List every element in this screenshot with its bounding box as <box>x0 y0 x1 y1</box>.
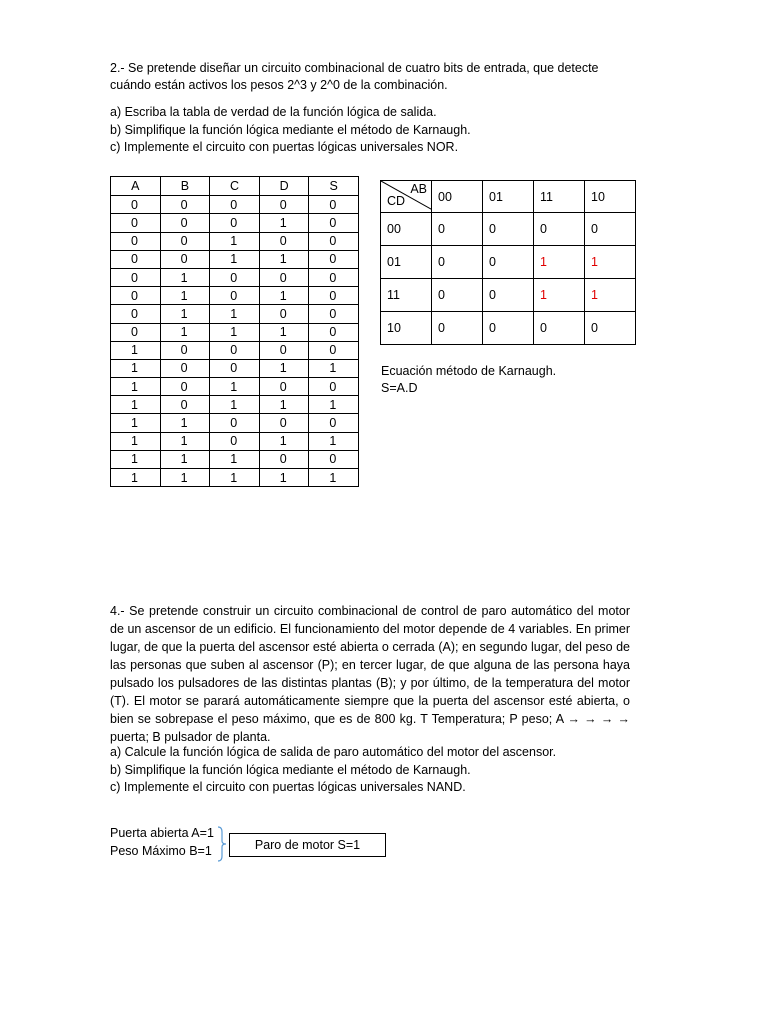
truth-table-cell: 0 <box>259 378 309 396</box>
truth-table-cell: 1 <box>210 232 260 250</box>
problem2-item-b: b) Simplifique la función lógica mediante el método de Karnaugh. <box>110 123 471 137</box>
karnaugh-cell: 0 <box>432 312 483 345</box>
truth-table-cell: 0 <box>160 359 210 377</box>
truth-table-cell: 0 <box>309 268 359 286</box>
truth-table-cell: 1 <box>309 359 359 377</box>
karnaugh-corner-cd: CD <box>387 194 406 208</box>
brace-icon <box>217 826 227 862</box>
truth-table-header-cell: S <box>309 177 359 196</box>
truth-table-cell: 1 <box>111 450 161 468</box>
truth-table-cell: 0 <box>309 214 359 232</box>
karnaugh-row-label: 00 <box>381 213 432 246</box>
truth-table-header-cell: D <box>259 177 309 196</box>
truth-table-cell: 1 <box>111 359 161 377</box>
truth-table-row <box>111 214 359 232</box>
truth-table-cell: 0 <box>210 341 260 359</box>
truth-table-row <box>111 396 359 414</box>
karnaugh-equation: S=A.D <box>381 381 418 395</box>
truth-table-cell: 0 <box>259 232 309 250</box>
truth-table-cell: 0 <box>309 378 359 396</box>
truth-table-cell: 0 <box>160 378 210 396</box>
problem2-item-a: a) Escriba la tabla de verdad de la función lógica de salida. <box>110 105 437 119</box>
truth-table-cell: 1 <box>210 378 260 396</box>
truth-table-header <box>111 177 359 196</box>
truth-table-cell: 1 <box>160 323 210 341</box>
truth-table-cell: 1 <box>210 250 260 268</box>
truth-table-row <box>111 323 359 341</box>
karnaugh-row <box>381 312 636 345</box>
karnaugh-cell-highlight: 1 <box>585 279 636 312</box>
truth-table-cell: 1 <box>111 432 161 450</box>
truth-table-body <box>111 196 359 487</box>
karnaugh-row <box>381 279 636 312</box>
karnaugh-row <box>381 213 636 246</box>
truth-table-cell: 0 <box>111 232 161 250</box>
truth-table-cell: 0 <box>259 305 309 323</box>
karnaugh-col-header: 10 <box>585 181 636 213</box>
truth-table-row <box>111 305 359 323</box>
karnaugh-cell-highlight: 1 <box>534 279 585 312</box>
karnaugh-corner <box>381 181 432 213</box>
truth-table-cell: 0 <box>259 450 309 468</box>
problem4-item-b: b) Simplifique la función lógica mediante el método de Karnaugh. <box>110 763 471 777</box>
karnaugh-cell: 0 <box>534 312 585 345</box>
karnaugh-cell: 0 <box>585 213 636 246</box>
truth-table <box>110 176 359 487</box>
truth-table-cell: 0 <box>309 450 359 468</box>
problem4-item-a: a) Calcule la función lógica de salida de paro automático del motor del ascensor. <box>110 745 557 759</box>
truth-table-cell: 0 <box>210 359 260 377</box>
truth-table-cell: 1 <box>259 214 309 232</box>
truth-table-cell: 1 <box>309 469 359 487</box>
truth-table-cell: 1 <box>309 396 359 414</box>
karnaugh-row-label: 11 <box>381 279 432 312</box>
truth-table-row <box>111 359 359 377</box>
truth-table-cell: 1 <box>309 432 359 450</box>
truth-table-cell: 0 <box>111 305 161 323</box>
truth-table-cell: 1 <box>210 396 260 414</box>
truth-table-cell: 0 <box>210 414 260 432</box>
truth-table-cell: 0 <box>259 341 309 359</box>
karnaugh-col-header: 11 <box>534 181 585 213</box>
truth-table-row <box>111 450 359 468</box>
truth-table-cell: 1 <box>160 469 210 487</box>
truth-table-row <box>111 469 359 487</box>
karnaugh-cell: 0 <box>585 312 636 345</box>
truth-table-cell: 0 <box>210 268 260 286</box>
truth-table-cell: 1 <box>259 469 309 487</box>
truth-table-cell: 1 <box>111 396 161 414</box>
truth-table-cell: 0 <box>111 287 161 305</box>
truth-table-row <box>111 414 359 432</box>
truth-table-cell: 0 <box>309 287 359 305</box>
truth-table-row <box>111 341 359 359</box>
truth-table-cell: 0 <box>111 196 161 214</box>
truth-table-cell: 0 <box>259 196 309 214</box>
truth-table-cell: 1 <box>111 469 161 487</box>
karnaugh-cell: 0 <box>483 279 534 312</box>
truth-table-cell: 0 <box>111 214 161 232</box>
truth-table-cell: 0 <box>259 414 309 432</box>
truth-table-cell: 0 <box>309 196 359 214</box>
truth-table-cell: 1 <box>259 432 309 450</box>
truth-table-cell: 1 <box>111 341 161 359</box>
truth-table-cell: 0 <box>309 232 359 250</box>
problem4-item-c: c) Implemente el circuito con puertas lógicas universales NAND. <box>110 780 466 794</box>
truth-table-row <box>111 432 359 450</box>
truth-table-cell: 1 <box>210 450 260 468</box>
karnaugh-header-row <box>381 181 636 213</box>
karnaugh-cell: 0 <box>483 213 534 246</box>
karnaugh-col-header: 01 <box>483 181 534 213</box>
truth-table-cell: 1 <box>160 305 210 323</box>
truth-table-cell: 0 <box>309 250 359 268</box>
truth-table-cell: 1 <box>259 396 309 414</box>
truth-table-header-cell: C <box>210 177 260 196</box>
truth-table-cell: 1 <box>259 323 309 341</box>
truth-table-cell: 0 <box>309 323 359 341</box>
truth-table-cell: 0 <box>309 305 359 323</box>
truth-table-cell: 1 <box>210 305 260 323</box>
diagram-input-weight: Peso Máximo B=1 <box>110 844 212 858</box>
diagram-output-box: Paro de motor S=1 <box>229 833 386 857</box>
karnaugh-cell: 0 <box>432 213 483 246</box>
problem2-line1: 2.- Se pretende diseñar un circuito combinacional de cuatro bits de entrada, que detecte <box>110 61 599 75</box>
truth-table-header-cell: A <box>111 177 161 196</box>
truth-table-row <box>111 196 359 214</box>
truth-table-row <box>111 378 359 396</box>
karnaugh-map <box>380 180 636 345</box>
truth-table-cell: 0 <box>210 432 260 450</box>
karnaugh-row <box>381 246 636 279</box>
truth-table-cell: 0 <box>160 196 210 214</box>
truth-table-cell: 0 <box>160 232 210 250</box>
truth-table-cell: 0 <box>160 250 210 268</box>
truth-table-cell: 0 <box>309 341 359 359</box>
truth-table-cell: 1 <box>160 287 210 305</box>
truth-table-row <box>111 250 359 268</box>
truth-table-cell: 0 <box>111 250 161 268</box>
problem2-line2: cuándo están activos los pesos 2^3 y 2^0 de la combinación. <box>110 78 448 92</box>
truth-table-cell: 0 <box>160 396 210 414</box>
karnaugh-col-header: 00 <box>432 181 483 213</box>
truth-table-cell: 1 <box>160 414 210 432</box>
karnaugh-cell: 0 <box>483 246 534 279</box>
truth-table-cell: 0 <box>111 323 161 341</box>
truth-table-cell: 1 <box>210 323 260 341</box>
problem4-paragraph: 4.- Se pretende construir un circuito combinacional de control de paro automático del motor de un ascensor de un edificio. El funcionamiento del motor depende de 4 variables. En primer lugar, de que la puerta del ascensor esté abierta o cerrada (A); en segundo lugar, del peso de las personas que suben al ascensor (P); en tercer lugar, de que alguna de las persona haya pulsado los pulsadores de las distintas plantas (B); y por último, de la temperatura del motor (T). El motor se parará automáticamente siempre que la puerta del ascensor esté abierta, o bien se sobrepase el peso máximo, que es de 800 kg. T Temperatura; P peso; A → → → → puerta; B pulsador de planta. <box>110 604 630 744</box>
karnaugh-caption: Ecuación método de Karnaugh. <box>381 364 557 378</box>
truth-table-cell: 1 <box>259 359 309 377</box>
truth-table-row <box>111 287 359 305</box>
truth-table-cell: 1 <box>111 378 161 396</box>
problem2-item-c: c) Implemente el circuito con puertas lógicas universales NOR. <box>110 140 459 154</box>
truth-table-cell: 1 <box>160 268 210 286</box>
truth-table-cell: 0 <box>160 341 210 359</box>
karnaugh-cell: 0 <box>483 312 534 345</box>
diagram-input-door: Puerta abierta A=1 <box>110 826 214 840</box>
truth-table-cell: 0 <box>210 287 260 305</box>
truth-table-cell: 1 <box>160 432 210 450</box>
karnaugh-cell: 0 <box>432 246 483 279</box>
karnaugh-cell-highlight: 1 <box>534 246 585 279</box>
truth-table-cell: 1 <box>259 250 309 268</box>
truth-table-cell: 0 <box>259 268 309 286</box>
karnaugh-cell-highlight: 1 <box>585 246 636 279</box>
truth-table-row <box>111 268 359 286</box>
truth-table-row <box>111 232 359 250</box>
truth-table-header-cell: B <box>160 177 210 196</box>
karnaugh-row-label: 01 <box>381 246 432 279</box>
truth-table-cell: 1 <box>160 450 210 468</box>
truth-table-cell: 0 <box>309 414 359 432</box>
truth-table-cell: 1 <box>259 287 309 305</box>
truth-table-cell: 0 <box>160 214 210 232</box>
truth-table-cell: 1 <box>111 414 161 432</box>
karnaugh-row-label: 10 <box>381 312 432 345</box>
truth-table-cell: 0 <box>210 214 260 232</box>
truth-table-cell: 0 <box>111 268 161 286</box>
karnaugh-corner-ab: AB <box>410 182 427 196</box>
truth-table-cell: 0 <box>210 196 260 214</box>
karnaugh-cell: 0 <box>432 279 483 312</box>
karnaugh-cell: 0 <box>534 213 585 246</box>
truth-table-cell: 1 <box>210 469 260 487</box>
